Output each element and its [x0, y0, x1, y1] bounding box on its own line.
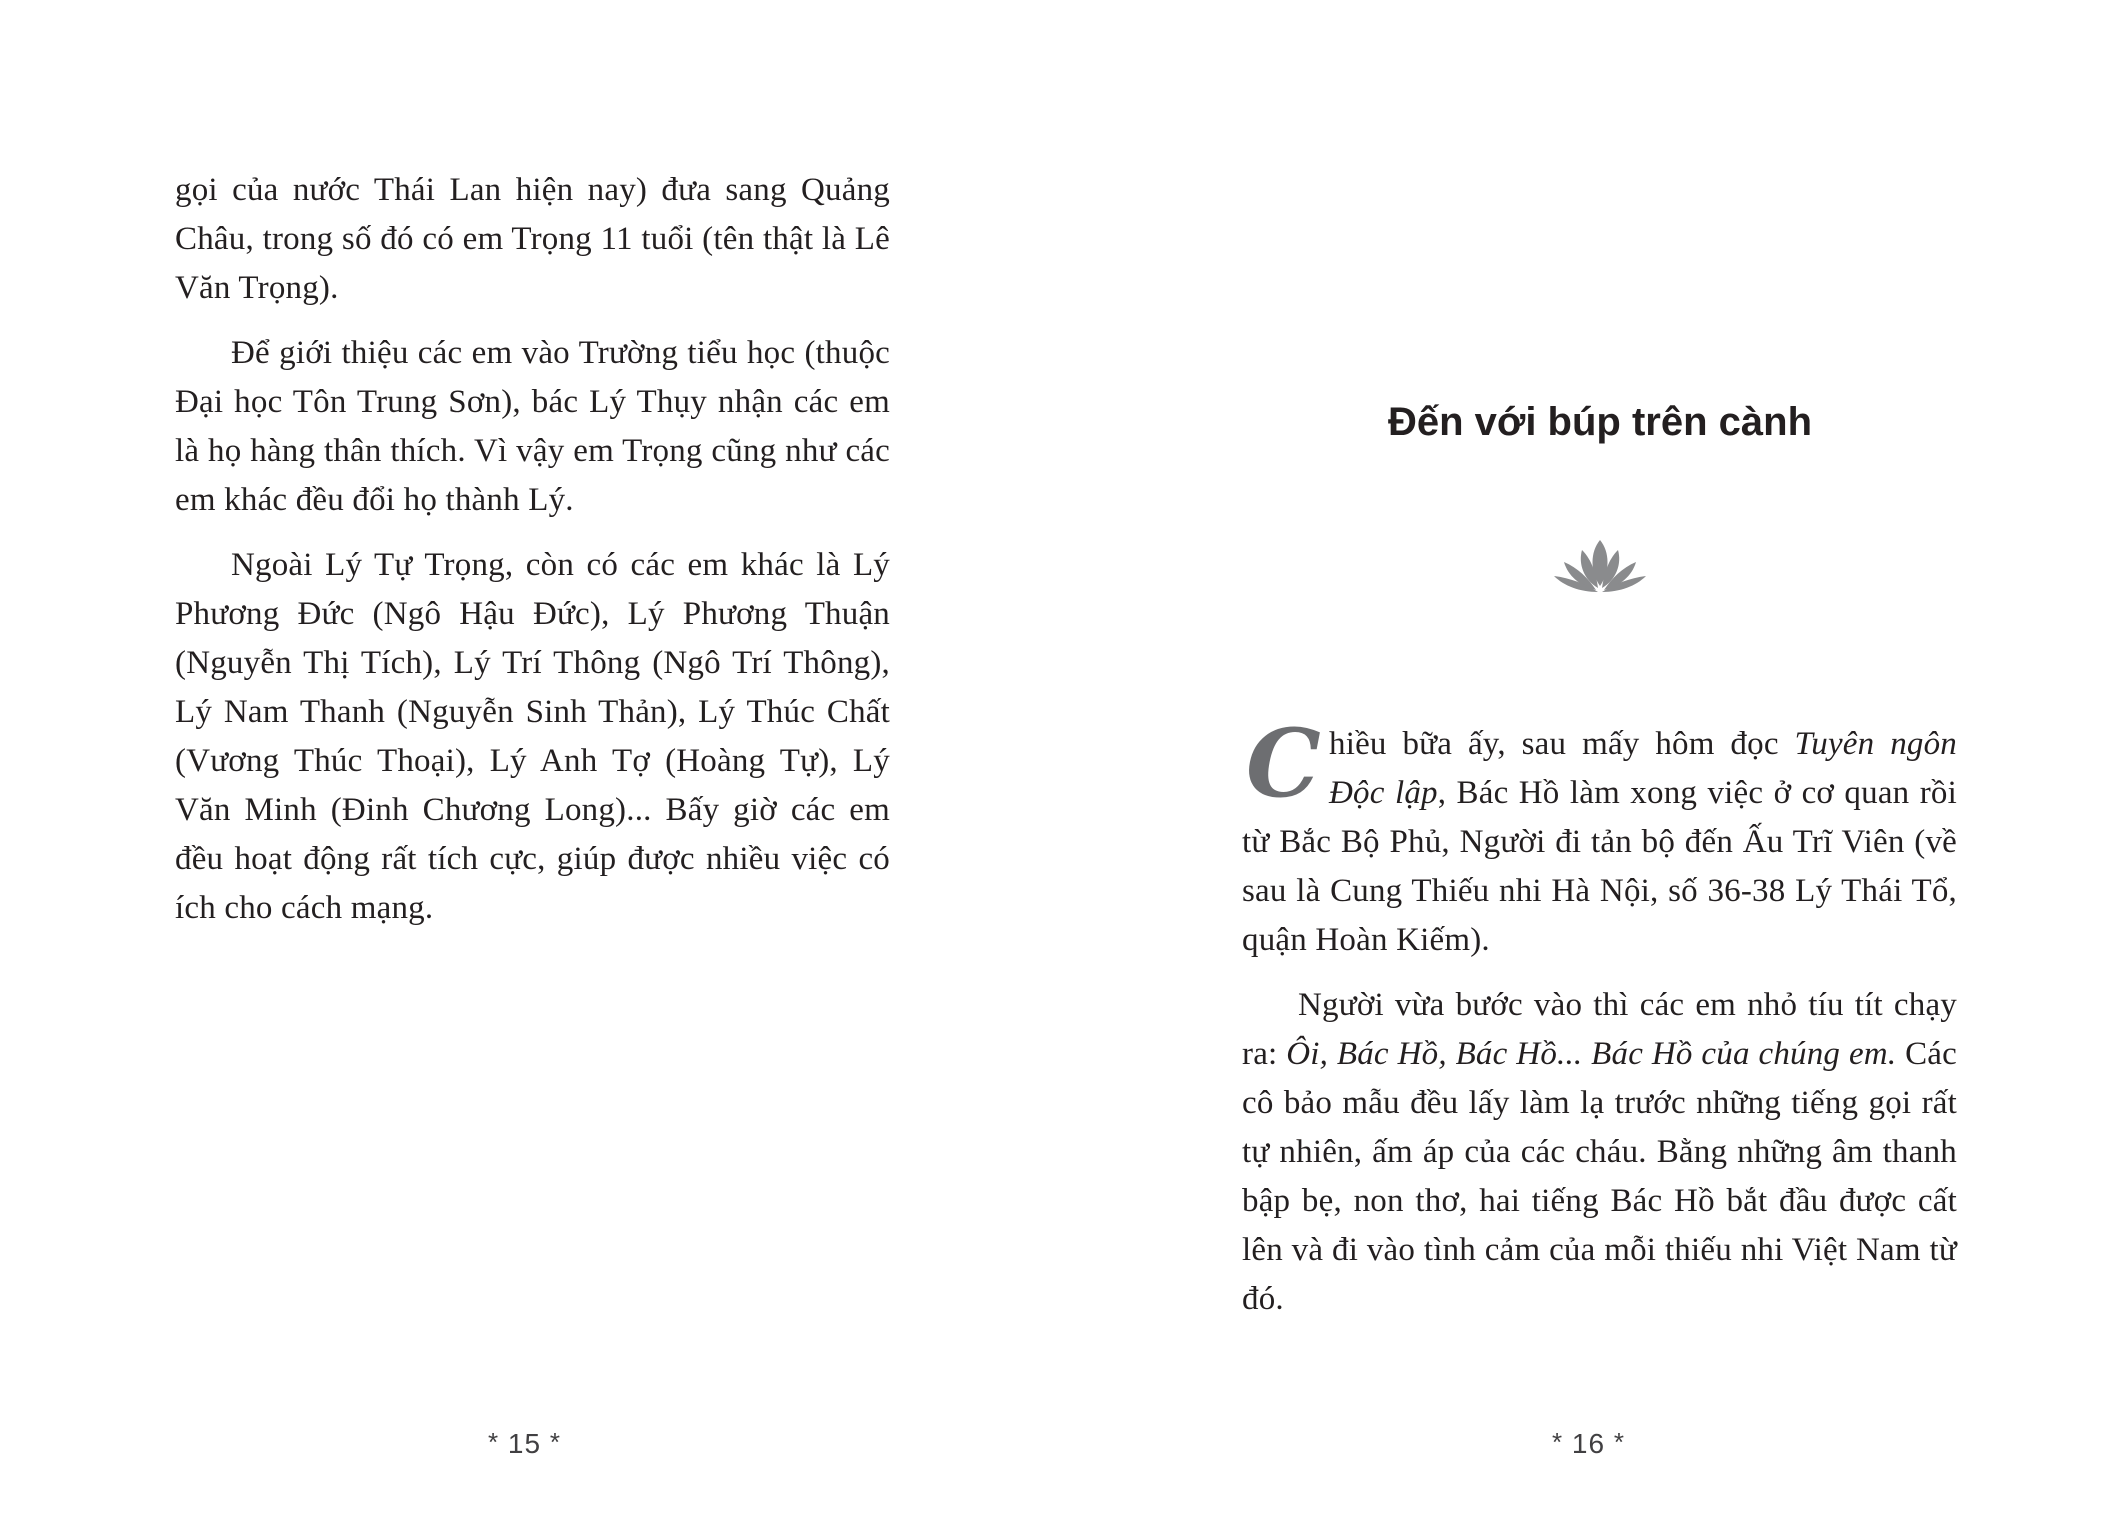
italic-title: Tuyên ngôn Độc lập — [1329, 726, 1957, 811]
paragraph-text: Các cô bảo mẫu đều lấy làm lạ trước những tiếng gọi rất tự nhiên, ấm áp của các cháu. Bằng những âm thanh bập bẹ, non thơ, hai tiếng Bác Hồ bắt đầu được cất lên và đi vào tình cảm của mỗi thiếu nhi Việt Nam từ đó. — [1242, 1036, 1957, 1317]
paragraph: Ngoài Lý Tự Trọng, còn có các em khác là Lý Phương Đức (Ngô Hậu Đức), Lý Phương Thuận (Nguyễn Thị Tích), Lý Trí Thông (Ngô Trí Thông), Lý Nam Thanh (Nguyễn Sinh Thản), Lý Thúc Chất (Vương Thúc Thoại), Lý Anh Tợ (Hoàng Tự), Lý Văn Minh (Đinh Chương Long)... Bấy giờ các em đều hoạt động rất tích cực, giúp được nhiều việc có ích cho cách mạng. — [175, 547, 890, 926]
page-number — [1552, 1427, 1625, 1460]
paragraph — [1242, 981, 1957, 1324]
paragraph-text: hiều bữa ấy, sau mấy hôm đọc — [1329, 726, 1795, 762]
star-ornament: * — [1552, 1427, 1564, 1457]
right-page-body — [1242, 709, 1957, 1340]
star-ornament: * — [1613, 1427, 1625, 1457]
paragraph-text: , Bác Hồ làm xong việc ở cơ quan rồi từ Bắc Bộ Phủ, Người đi tản bộ đến Ấu Trĩ Viên (về sau là Cung Thiếu nhi Hà Nội, số 36-38 Lý Thái Tổ, quận Hoàn Kiếm). — [1242, 775, 1957, 958]
paragraph-text: Người vừa bước vào thì các em nhỏ tíu tít chạy ra: — [1242, 987, 1957, 1072]
right-page — [1055, 0, 2111, 1528]
paragraph — [1242, 709, 1957, 965]
drop-cap: C — [1246, 709, 1322, 819]
paragraph: gọi của nước Thái Lan hiện nay) đưa sang Quảng Châu, trong số đó có em Trọng 11 tuổi (tên thật là Lê Văn Trọng). — [175, 172, 890, 306]
italic-quote: Ôi, Bác Hồ, Bác Hồ... Bác Hồ của chúng em. — [1286, 1036, 1897, 1072]
left-page — [0, 0, 1055, 1528]
star-ornament: * — [488, 1427, 500, 1457]
page-number — [488, 1427, 561, 1460]
left-page-body — [175, 166, 890, 949]
page-number-value: 16 — [1571, 1428, 1606, 1459]
paragraph: Để giới thiệu các em vào Trường tiểu học (thuộc Đại học Tôn Trung Sơn), bác Lý Thụy nhận các em là họ hàng thân thích. Vì vậy em Trọng cũng như các em khác đều đổi họ thành Lý. — [175, 335, 890, 518]
lotus-icon — [1552, 538, 1648, 594]
star-ornament: * — [549, 1427, 561, 1457]
chapter-title: Đến với búp trên cành — [1387, 400, 1813, 444]
page-number-value: 15 — [507, 1428, 542, 1459]
